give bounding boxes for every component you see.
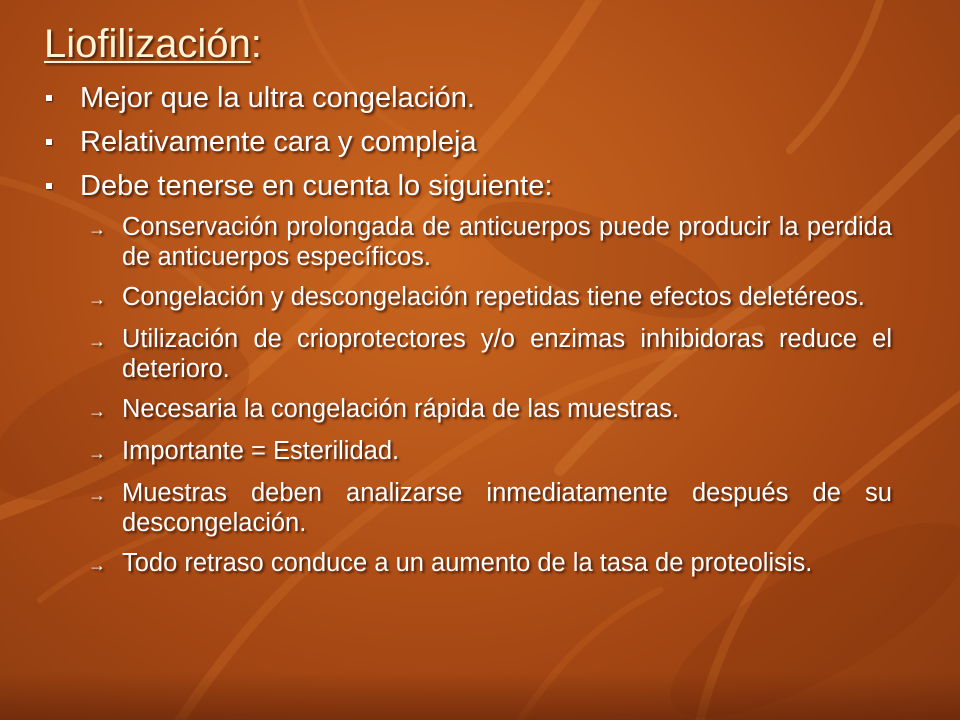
slide-title-word: Liofilización bbox=[44, 22, 251, 66]
sub-bullet-text: Utilización de crioprotectores y/o enzimas inhibidoras reduce el deterioro. bbox=[122, 325, 892, 383]
bullet-text: Mejor que la ultra congelación. bbox=[80, 82, 475, 114]
sub-bullet-item bbox=[88, 212, 924, 272]
arrow-right-icon: → bbox=[88, 331, 106, 351]
sub-bullet-text: Congelación y descongelación repetidas tiene efectos deletéreos. bbox=[122, 283, 865, 311]
square-bullet-icon bbox=[44, 124, 80, 160]
arrow-right-icon: → bbox=[88, 401, 106, 421]
sub-bullet-list bbox=[88, 212, 924, 580]
bottom-shade bbox=[0, 672, 960, 720]
sub-bullet-item bbox=[88, 394, 924, 426]
bullet-text: Relativamente cara y compleja bbox=[80, 126, 477, 158]
sub-bullet-item bbox=[88, 324, 924, 384]
sub-bullet-text: Conservación prolongada de anticuerpos puede producir la perdida de anticuerpos específicos. bbox=[122, 213, 892, 271]
sub-bullet-item bbox=[88, 436, 924, 468]
arrow-right-icon: → bbox=[88, 485, 106, 505]
bullet-item bbox=[44, 168, 924, 204]
bullet-text: Debe tenerse en cuenta lo siguiente: bbox=[80, 170, 553, 202]
sub-bullet-text: Importante = Esterilidad. bbox=[122, 437, 400, 465]
bullet-item bbox=[44, 124, 924, 160]
sub-bullet-item bbox=[88, 548, 924, 580]
arrow-right-icon: → bbox=[88, 289, 106, 309]
sub-bullet-text: Muestras deben analizarse inmediatamente después de su descongelación. bbox=[122, 479, 892, 537]
arrow-right-icon: → bbox=[88, 443, 106, 463]
sub-bullet-text: Necesaria la congelación rápida de las muestras. bbox=[122, 395, 680, 423]
sub-bullet-item bbox=[88, 282, 924, 314]
bullet-item bbox=[44, 80, 924, 116]
sub-bullet-item bbox=[88, 478, 924, 538]
slide-title-colon: : bbox=[250, 22, 262, 66]
sub-bullet-text: Todo retraso conduce a un aumento de la tasa de proteolisis. bbox=[122, 549, 813, 577]
arrow-right-icon: → bbox=[88, 555, 106, 575]
square-bullet-icon bbox=[44, 168, 80, 204]
slide-content bbox=[44, 80, 924, 590]
slide-title bbox=[44, 22, 262, 67]
square-bullet-icon bbox=[44, 80, 80, 116]
arrow-right-icon: → bbox=[88, 219, 106, 239]
